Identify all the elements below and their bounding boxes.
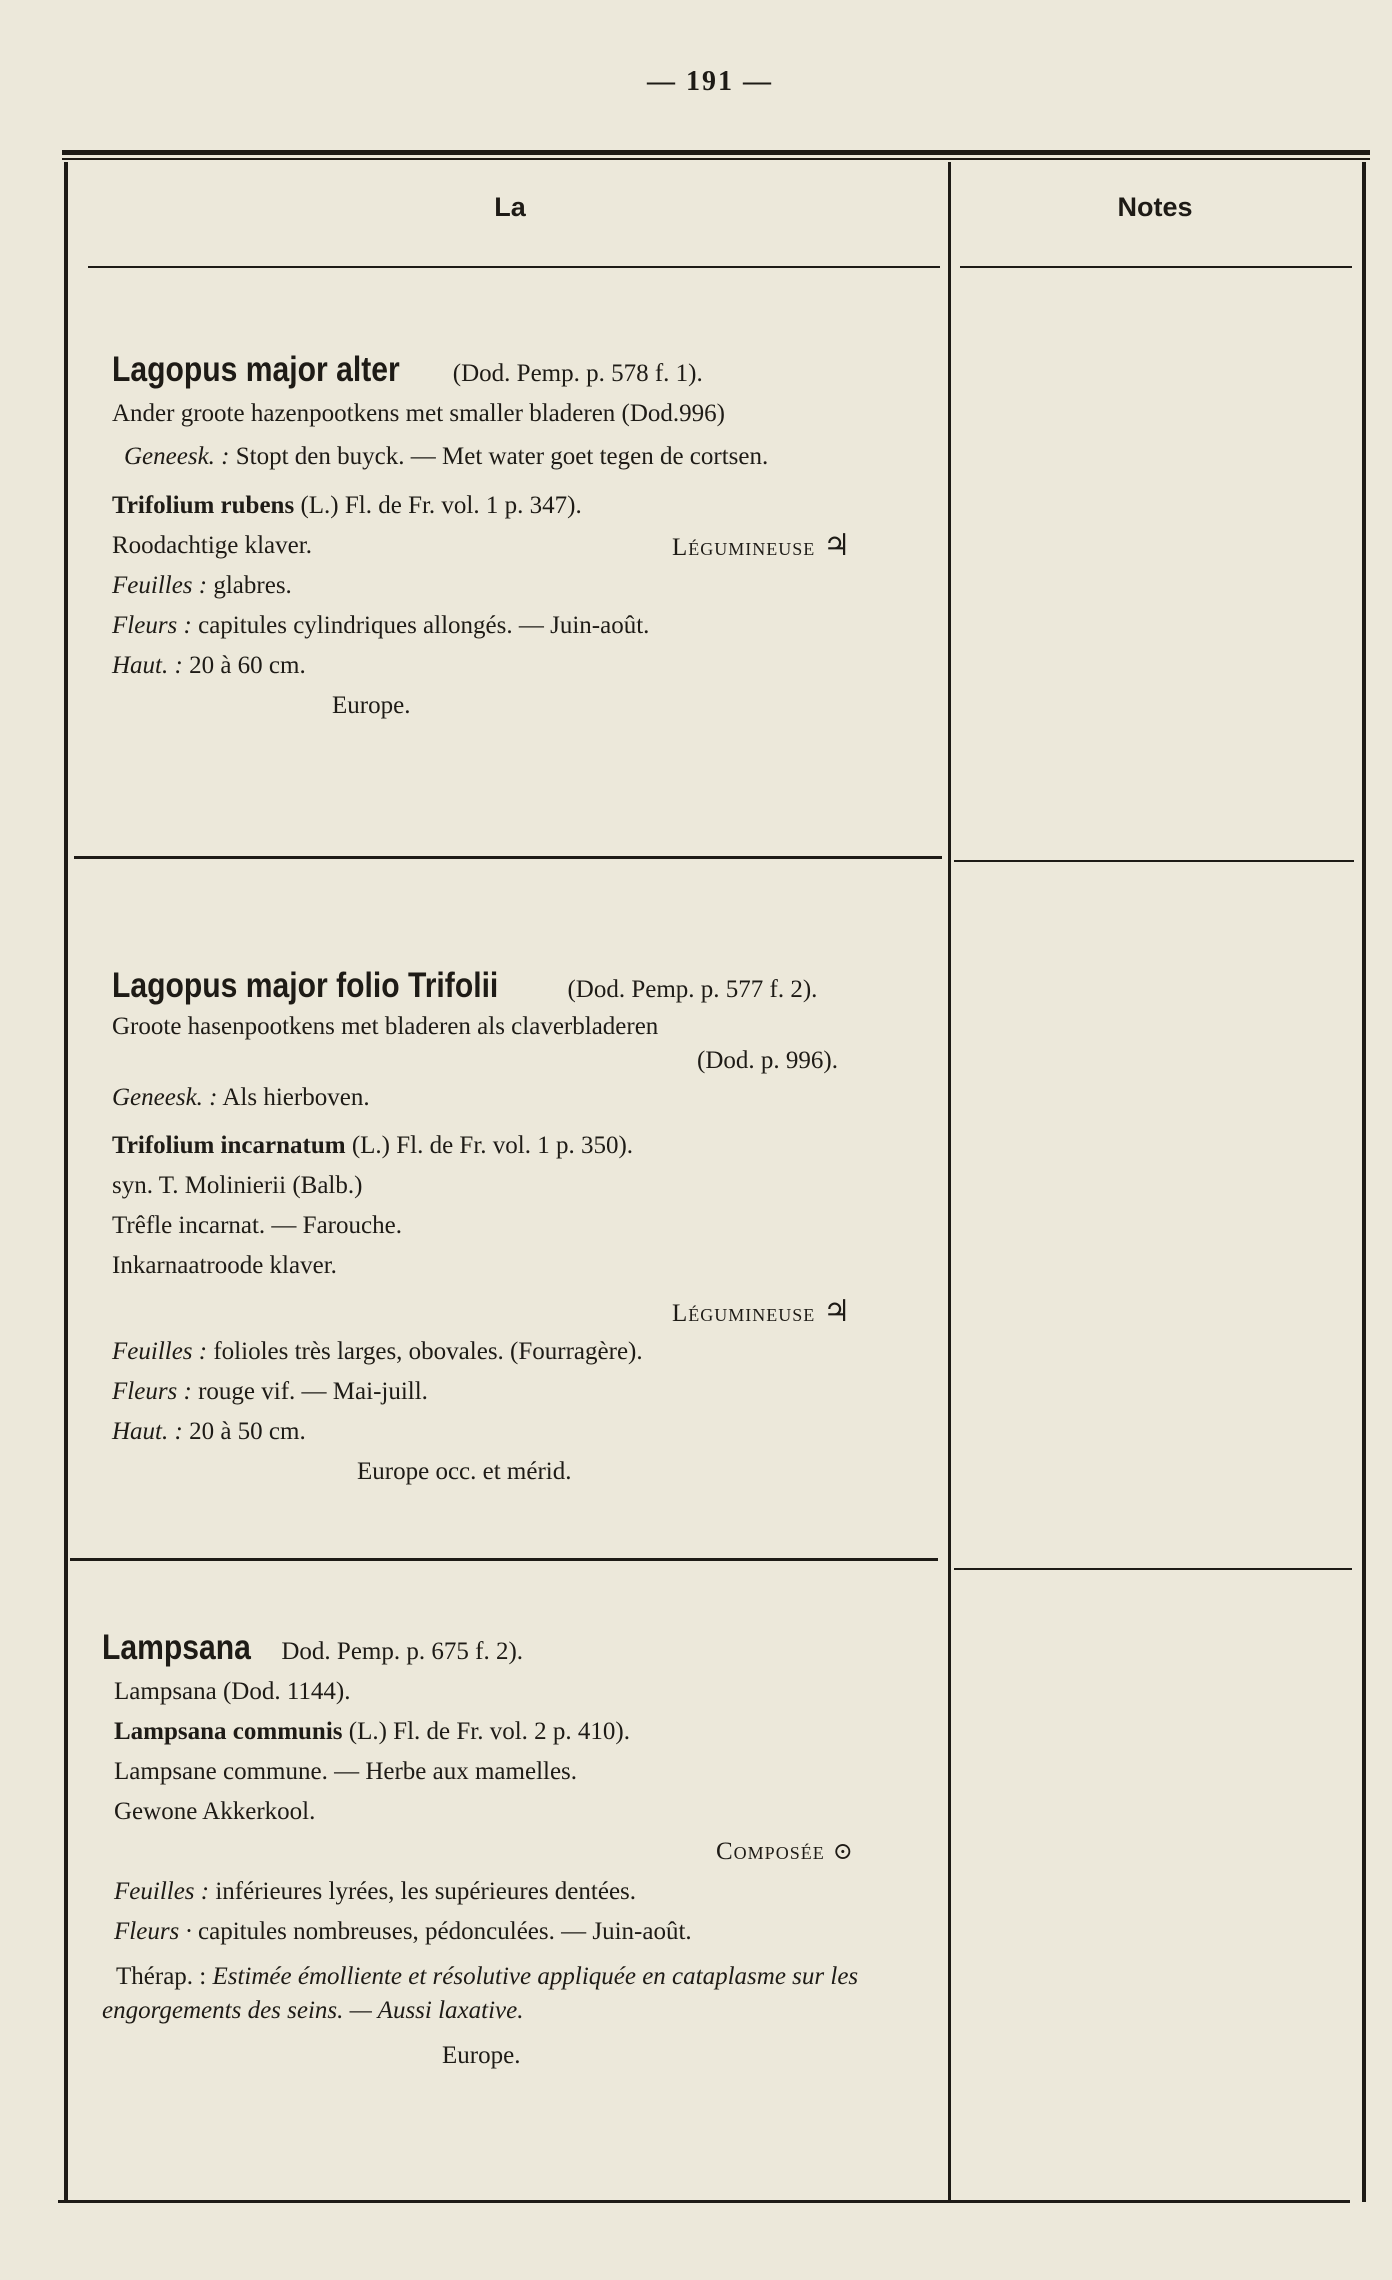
dutch-reference: (Dod. p. 996). bbox=[697, 1047, 838, 1074]
annual-icon: ⊙ bbox=[832, 1839, 854, 1865]
geneesk-label: Geneesk. : bbox=[124, 443, 230, 470]
fleurs-text: capitules nombreuses, pédonculées. — Juin-août. bbox=[198, 1918, 692, 1945]
entry-heading bbox=[112, 350, 932, 394]
haut-label: Haut. : bbox=[112, 1418, 183, 1445]
fleurs-label: Fleurs · bbox=[114, 1918, 192, 1945]
fleurs-line bbox=[112, 606, 932, 646]
scientific-reference: (L.) Fl. de Fr. vol. 2 p. 410). bbox=[348, 1718, 631, 1745]
geneesk-text: Als hierboven. bbox=[222, 1084, 370, 1111]
therap-line bbox=[102, 1960, 932, 2028]
common-name-fr: Trêfle incarnat. — Farouche. bbox=[112, 1212, 402, 1239]
feuilles-text: inférieures lyrées, les supérieures dentées. bbox=[215, 1878, 637, 1905]
feuilles-text: folioles très larges, obovales. (Fourragère). bbox=[213, 1338, 643, 1365]
fleurs-label: Fleurs : bbox=[112, 1378, 192, 1405]
section-divider-1-left bbox=[74, 856, 942, 859]
synonym: syn. T. Molinierii bbox=[112, 1172, 287, 1199]
haut-text: 20 à 50 cm. bbox=[189, 1418, 306, 1445]
common-name: Roodachtige klaver. bbox=[112, 532, 312, 559]
right-border bbox=[1362, 162, 1366, 2202]
common-name-nl: Inkarnaatroode klaver. bbox=[112, 1252, 337, 1279]
fleurs-label: Fleurs : bbox=[112, 612, 192, 639]
geneesk-label: Geneesk. : bbox=[112, 1084, 218, 1111]
feuilles-line bbox=[102, 1872, 922, 1912]
feuilles-label: Feuilles : bbox=[114, 1878, 210, 1905]
section-divider-2-left bbox=[70, 1558, 938, 1561]
entry-heading bbox=[102, 1628, 922, 1672]
entry-name: Lagopus major alter bbox=[112, 350, 400, 389]
family-line bbox=[102, 1832, 922, 1872]
section-divider-1-right bbox=[954, 860, 1354, 862]
scientific-name-line bbox=[112, 486, 932, 526]
haut-line bbox=[112, 1412, 932, 1452]
haut-text: 20 à 60 cm. bbox=[189, 652, 306, 679]
haut-label: Haut. : bbox=[112, 652, 183, 679]
common-name-nl: Gewone Akkerkool. bbox=[114, 1798, 316, 1825]
entry-reference: Dod. Pemp. p. 675 f. 2). bbox=[281, 1638, 524, 1665]
feuilles-label: Feuilles : bbox=[112, 572, 208, 599]
feuilles-label: Feuilles : bbox=[112, 1338, 208, 1365]
left-border bbox=[64, 162, 68, 2202]
entry-lagopus-major-alter bbox=[112, 350, 932, 726]
column-divider bbox=[948, 162, 951, 2202]
feuilles-text: glabres. bbox=[213, 572, 292, 599]
section-divider-2-right bbox=[954, 1568, 1352, 1570]
entry-reference: (Dod. Pemp. p. 578 f. 1). bbox=[452, 360, 703, 387]
fleurs-line bbox=[102, 1912, 922, 1952]
fleurs-line bbox=[112, 1372, 932, 1412]
bottom-rule bbox=[58, 2200, 1350, 2203]
geneesk-text: Stopt den buyck. — Met water goet tegen de cortsen. bbox=[235, 443, 769, 470]
region: Europe. bbox=[332, 692, 411, 719]
entry-lagopus-major-folio-trifolii bbox=[112, 966, 932, 1492]
synonym-reference: (Balb.) bbox=[292, 1172, 363, 1199]
family-name: Composée bbox=[716, 1838, 825, 1865]
perennial-icon: ♃ bbox=[823, 1295, 852, 1328]
common-name-fr: Lampsane commune. — Herbe aux mamelles. bbox=[114, 1758, 578, 1785]
dutch-name: Groote hasenpootkens met bladeren als claverbladeren bbox=[112, 1013, 659, 1040]
entry-heading bbox=[112, 966, 932, 1010]
scientific-name-line bbox=[102, 1712, 922, 1752]
region: Europe. bbox=[442, 2042, 521, 2069]
scientific-name-line bbox=[112, 1126, 932, 1166]
scientific-name: Lampsana communis bbox=[114, 1718, 343, 1745]
synonym-line bbox=[112, 1166, 932, 1206]
therap-text: Estimée émolliente et résolutive appliquée en cataplasme sur les engorgements des seins. — Aussi laxative. bbox=[102, 1963, 859, 2024]
dutch-name: Ander groote hazenpootkens met smaller bladeren (Dod.996) bbox=[112, 400, 725, 427]
top-double-rule bbox=[62, 150, 1370, 155]
geneesk-line bbox=[112, 1078, 932, 1118]
feuilles-line bbox=[112, 1332, 932, 1372]
region: Europe occ. et mérid. bbox=[357, 1458, 572, 1485]
header-underline-right bbox=[960, 266, 1352, 268]
perennial-icon: ♃ bbox=[823, 529, 851, 562]
header-underline-left bbox=[88, 266, 940, 268]
geneesk-line bbox=[124, 440, 932, 474]
family-label bbox=[672, 526, 850, 568]
family-label bbox=[672, 1292, 851, 1334]
scientific-name: Trifolium incarnatum bbox=[112, 1132, 346, 1159]
family-label bbox=[716, 1832, 854, 1872]
fleurs-text: rouge vif. — Mai-juill. bbox=[198, 1378, 428, 1405]
entry-reference: (Dod. Pemp. p. 577 f. 2). bbox=[567, 976, 818, 1003]
family-name: Légumineuse bbox=[672, 534, 816, 561]
common-name-line bbox=[112, 526, 932, 566]
page-number: — 191 — bbox=[647, 66, 773, 97]
scientific-name: Trifolium rubens bbox=[112, 492, 295, 519]
feuilles-line bbox=[112, 566, 932, 606]
entry-name: Lagopus major folio Trifolii bbox=[112, 966, 499, 1005]
family-line bbox=[112, 1292, 932, 1332]
haut-line bbox=[112, 646, 932, 686]
scientific-reference: (L.) Fl. de Fr. vol. 1 p. 350). bbox=[351, 1132, 634, 1159]
family-name: Légumineuse bbox=[672, 1300, 816, 1327]
therap-label: Thérap. : bbox=[116, 1963, 207, 1990]
column-header-notes: Notes bbox=[1117, 192, 1193, 222]
entry-name: Lampsana bbox=[102, 1628, 251, 1667]
entry-lampsana bbox=[102, 1628, 922, 2076]
scientific-reference: (L.) Fl. de Fr. vol. 1 p. 347). bbox=[300, 492, 582, 519]
top-rule-thin bbox=[62, 158, 1370, 160]
dutch-name: Lampsana (Dod. 1144). bbox=[114, 1678, 351, 1705]
column-header-la: La bbox=[494, 192, 526, 222]
fleurs-text: capitules cylindriques allongés. — Juin-août. bbox=[198, 612, 650, 639]
